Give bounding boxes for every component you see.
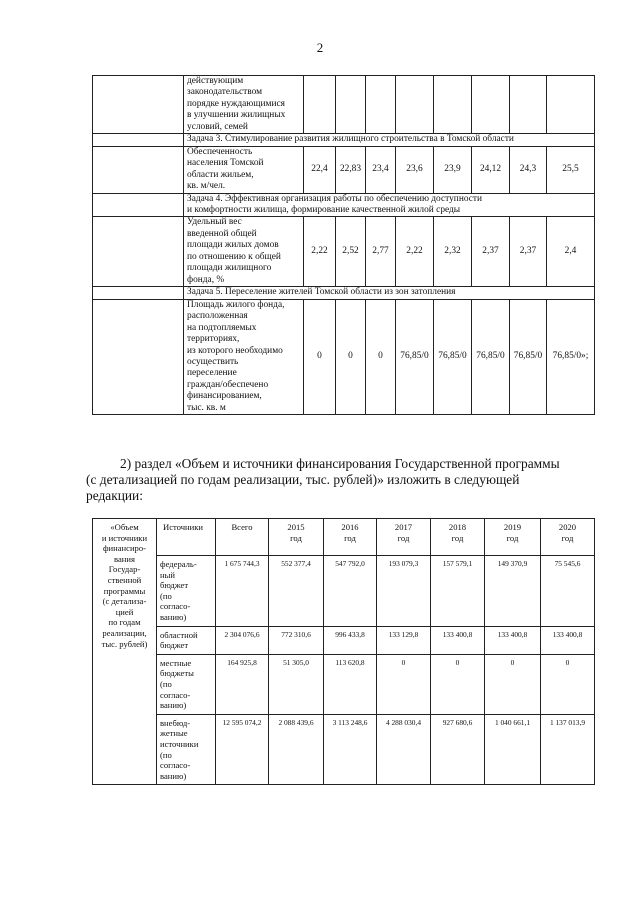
header-year: 2015 год <box>269 519 324 556</box>
table-row <box>93 556 595 627</box>
task-4-title: Задача 4. Эффективная организация работы по обеспечению доступности и комфортности жилища, формирование качественной жилой среды <box>184 193 595 217</box>
value-cell: 51 305,0 <box>269 654 324 714</box>
header-year: 2017 год <box>377 519 431 556</box>
header-sources: Источники <box>157 519 216 556</box>
value-cell: 76,85/0 <box>472 299 510 414</box>
value-cell: 4 288 030,4 <box>377 714 431 785</box>
value-cell: 547 792,0 <box>324 556 377 627</box>
value-cell: 2,52 <box>336 217 366 286</box>
value-cell: 2,37 <box>472 217 510 286</box>
value-cell: 0 <box>366 299 396 414</box>
value-cell: 164 925,8 <box>216 654 269 714</box>
value-cell: 552 377,4 <box>269 556 324 627</box>
task-row <box>93 286 595 299</box>
value-cell: 133 400,8 <box>485 626 541 654</box>
value-cell: 1 137 013,9 <box>541 714 595 785</box>
source-label: федераль- ный бюджет (по согласо- ванию) <box>157 556 216 627</box>
page-number: 2 <box>316 40 324 55</box>
value-cell: 75 545,6 <box>541 556 595 627</box>
value-cell: 927 680,6 <box>431 714 485 785</box>
value-cell: 0 <box>485 654 541 714</box>
source-label: областной бюджет <box>157 626 216 654</box>
source-label: внебюд- жетные источники (по согласо- ванию) <box>157 714 216 785</box>
value-cell: 193 079,3 <box>377 556 431 627</box>
blank-cell <box>93 217 184 286</box>
header-total: Всего <box>216 519 269 556</box>
value-cell: 2,22 <box>396 217 434 286</box>
blank-cell <box>93 299 184 414</box>
financing-title-cell: «Объем и источники финансиро- вания Государ- ственной программы (с детализа- цией по годам реализации, тыс. рублей) <box>93 519 157 785</box>
value-cell: 2,77 <box>366 217 396 286</box>
task-5-title: Задача 5. Переселение жителей Томской области из зон затопления <box>184 286 595 299</box>
value-cell: 3 113 248,6 <box>324 714 377 785</box>
amendment-paragraph <box>86 456 594 505</box>
table-row <box>93 217 595 286</box>
header-year: 2019 год <box>485 519 541 556</box>
value-cell: 0 <box>431 654 485 714</box>
table-row <box>93 76 595 134</box>
indicator-cell: действующим законодательством порядке нуждающимися в улучшении жилищных условий, семей <box>184 76 304 134</box>
blank-cell <box>93 193 184 217</box>
value-cell: 23,9 <box>434 147 472 194</box>
value-cell: 25,5 <box>547 147 595 194</box>
value-cell: 2 304 076,6 <box>216 626 269 654</box>
value-cell: 1 675 744,3 <box>216 556 269 627</box>
value-cell: 23,6 <box>396 147 434 194</box>
indicators-table <box>92 75 595 415</box>
indicator-cell: Удельный вес введенной общей площади жилых домов по отношению к общей площади жилищного фонда, % <box>184 217 304 286</box>
value-cell: 0 <box>541 654 595 714</box>
value-cell: 76,85/0 <box>510 299 547 414</box>
table-row <box>93 299 595 414</box>
table-header-row <box>93 519 595 556</box>
blank-cell <box>93 147 184 194</box>
value-cell: 2,4 <box>547 217 595 286</box>
value-cell: 133 400,8 <box>431 626 485 654</box>
indicator-cell: Площадь жилого фонда, расположенная на подтопляемых территориях, из которого необходимо осуществить переселение граждан/обеспечено финансированием, тыс. кв. м <box>184 299 304 414</box>
header-year: 2016 год <box>324 519 377 556</box>
table-row <box>93 626 595 654</box>
value-cell: 996 433,8 <box>324 626 377 654</box>
value-cell: 76,85/0 <box>434 299 472 414</box>
task-row <box>93 193 595 217</box>
value-cell: 0 <box>336 299 366 414</box>
indicator-cell: Обеспеченность населения Томской области жильем, кв. м/чел. <box>184 147 304 194</box>
table-row <box>93 654 595 714</box>
value-cell: 772 310,6 <box>269 626 324 654</box>
value-cell: 1 040 661,1 <box>485 714 541 785</box>
header-year: 2020 год <box>541 519 595 556</box>
value-cell: 2,32 <box>434 217 472 286</box>
source-label: местные бюджеты (по согласо- ванию) <box>157 654 216 714</box>
table-row <box>93 147 595 194</box>
value-cell: 133 400,8 <box>541 626 595 654</box>
value-cell: 113 620,8 <box>324 654 377 714</box>
value-cell: 149 370,9 <box>485 556 541 627</box>
value-cell: 22,4 <box>304 147 336 194</box>
value-cell: 157 579,1 <box>431 556 485 627</box>
value-cell: 0 <box>377 654 431 714</box>
blank-cell <box>93 134 184 147</box>
task-row <box>93 134 595 147</box>
value-cell: 23,4 <box>366 147 396 194</box>
value-cell: 12 595 074,2 <box>216 714 269 785</box>
value-cell: 2,37 <box>510 217 547 286</box>
paragraph-text: 2) раздел «Объем и источники финансирования Государственной программы (с детализацией по годам реализации, тыс. рублей)» изложить в следующей редакции: <box>86 456 560 504</box>
blank-cell <box>93 286 184 299</box>
financing-table <box>92 518 595 785</box>
table-row <box>93 714 595 785</box>
value-cell: 2 088 439,6 <box>269 714 324 785</box>
value-cell: 24,3 <box>510 147 547 194</box>
value-cell: 22,83 <box>336 147 366 194</box>
value-cell: 76,85/0 <box>396 299 434 414</box>
blank-cell <box>93 76 184 134</box>
value-cell: 133 129,8 <box>377 626 431 654</box>
value-cell: 76,85/0»; <box>547 299 595 414</box>
value-cell: 0 <box>304 299 336 414</box>
header-year: 2018 год <box>431 519 485 556</box>
value-cell: 2,22 <box>304 217 336 286</box>
value-cell: 24,12 <box>472 147 510 194</box>
task-3-title: Задача 3. Стимулирование развития жилищного строительства в Томской области <box>184 134 595 147</box>
